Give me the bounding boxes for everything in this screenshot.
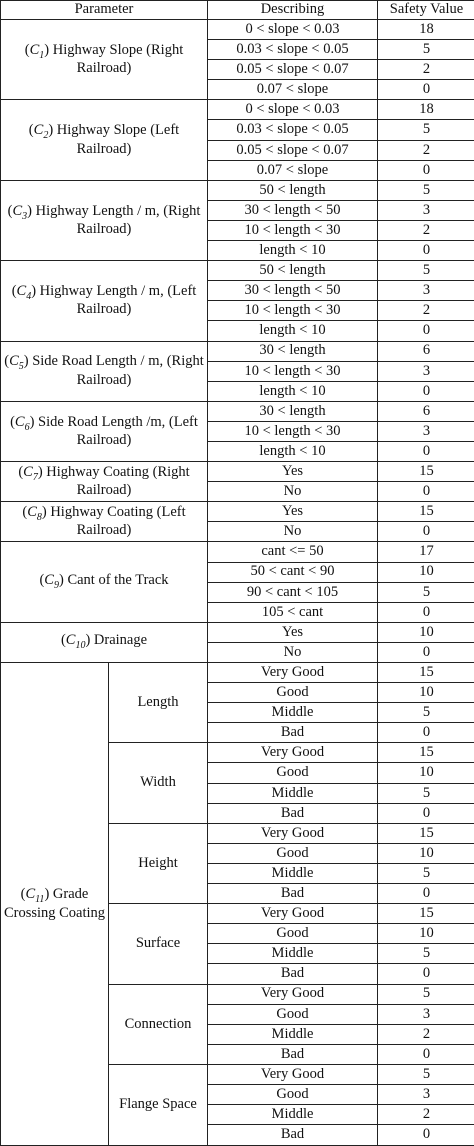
safety-value-cell: 10: [378, 924, 474, 944]
parameter-cell: $(C_4)$ Highway Length / m, (Left Railroad): [1, 261, 208, 341]
parameter-symbol: [66, 632, 86, 648]
parameter-letter: C: [44, 572, 54, 588]
describing-cell: 0.07 < slope: [208, 80, 378, 100]
describing-cell: Good: [208, 763, 378, 783]
parameter-label: Highway Coating (Left Railroad): [47, 504, 186, 538]
describing-cell: 0 < slope < 0.03: [208, 20, 378, 40]
parameter-letter: C: [26, 886, 36, 902]
safety-value-cell: 0: [378, 522, 474, 542]
safety-value-cell: 3: [378, 421, 474, 441]
describing-cell: 0.05 < slope < 0.07: [208, 60, 378, 80]
safety-value-cell: 6: [378, 401, 474, 421]
table-row: [1, 502, 474, 522]
parameter-cell: $(C_{11})$ Grade Crossing Coating: [1, 663, 109, 1146]
parameter-label: Side Road Length /m, (Left Railroad): [34, 414, 198, 448]
describing-cell: Middle: [208, 1024, 378, 1044]
safety-value-cell: 5: [378, 984, 474, 1004]
safety-value-cell: 15: [378, 663, 474, 683]
parameter-symbol: [30, 42, 45, 58]
parameter-letter: C: [66, 632, 76, 648]
safety-value-cell: 2: [378, 60, 474, 80]
describing-cell: 90 < cant < 105: [208, 582, 378, 602]
subparameter-cell: Length: [109, 663, 208, 743]
safety-value-cell: 5: [378, 180, 474, 200]
parameter-index: 7: [33, 472, 38, 483]
safety-value-cell: 0: [378, 1044, 474, 1064]
describing-cell: Good: [208, 924, 378, 944]
parameter-label: Highway Length / m, (Left Railroad): [36, 283, 196, 317]
safety-value-cell: 10: [378, 763, 474, 783]
describing-cell: Good: [208, 683, 378, 703]
describing-cell: Middle: [208, 703, 378, 723]
describing-cell: 105 < cant: [208, 602, 378, 622]
describing-cell: 30 < length: [208, 341, 378, 361]
parameter-letter: C: [9, 353, 19, 369]
safety-value-cell: 15: [378, 743, 474, 763]
describing-cell: Very Good: [208, 984, 378, 1004]
safety-value-cell: 3: [378, 361, 474, 381]
safety-value-cell: 5: [378, 863, 474, 883]
describing-cell: Yes: [208, 462, 378, 482]
describing-cell: length < 10: [208, 241, 378, 261]
safety-value-cell: 0: [378, 482, 474, 502]
safety-value-cell: 0: [378, 964, 474, 984]
describing-cell: length < 10: [208, 441, 378, 461]
parameter-index: 5: [19, 361, 24, 372]
describing-cell: 0.05 < slope < 0.07: [208, 140, 378, 160]
parameter-label: Highway Length / m, (Right Railroad): [32, 203, 200, 237]
table-row: [1, 20, 474, 40]
describing-cell: length < 10: [208, 321, 378, 341]
describing-cell: Very Good: [208, 904, 378, 924]
describing-cell: Bad: [208, 1044, 378, 1064]
parameter-cell: $(C_6)$ Side Road Length /m, (Left Railroad): [1, 401, 208, 461]
safety-value-cell: 0: [378, 723, 474, 743]
safety-value-cell: 0: [378, 80, 474, 100]
describing-cell: No: [208, 642, 378, 662]
parameter-symbol: [44, 572, 59, 588]
parameter-cell: $(C_1)$ Highway Slope (Right Railroad): [1, 20, 208, 100]
describing-cell: 0 < slope < 0.03: [208, 100, 378, 120]
parameter-label: Grade Crossing Coating: [4, 886, 105, 920]
parameter-index: 6: [25, 422, 30, 433]
parameter-letter: C: [34, 122, 44, 138]
safety-value-cell: 2: [378, 1024, 474, 1044]
safety-value-cell: 5: [378, 944, 474, 964]
safety-value-cell: 0: [378, 160, 474, 180]
describing-cell: 0.03 < slope < 0.05: [208, 40, 378, 60]
parameter-letter: C: [23, 464, 33, 480]
safety-value-cell: 2: [378, 1105, 474, 1125]
describing-cell: 30 < length < 50: [208, 200, 378, 220]
describing-cell: 30 < length < 50: [208, 281, 378, 301]
subparameter-cell: Height: [109, 823, 208, 903]
describing-cell: 10 < length < 30: [208, 220, 378, 240]
safety-value-cell: 0: [378, 602, 474, 622]
describing-cell: Very Good: [208, 823, 378, 843]
describing-cell: Middle: [208, 783, 378, 803]
describing-cell: Very Good: [208, 663, 378, 683]
parameter-symbol: [15, 414, 30, 430]
parameter-label: Highway Slope (Right Railroad): [49, 42, 183, 76]
parameter-index: 2: [43, 130, 48, 141]
parameter-cell: $(C_{10})$ Drainage: [1, 622, 208, 662]
safety-value-cell: 3: [378, 1004, 474, 1024]
describing-cell: 10 < length < 30: [208, 361, 378, 381]
header-parameter: Parameter: [1, 1, 208, 20]
safety-value-cell: 2: [378, 301, 474, 321]
parameter-symbol: [17, 283, 32, 299]
safety-value-cell: 0: [378, 321, 474, 341]
parameter-cell: $(C_7)$ Highway Coating (Right Railroad): [1, 462, 208, 502]
parameter-cell: $(C_9)$ Cant of the Track: [1, 542, 208, 622]
describing-cell: Very Good: [208, 743, 378, 763]
safety-value-cell: 15: [378, 502, 474, 522]
safety-value-cell: 5: [378, 703, 474, 723]
safety-value-cell: 0: [378, 441, 474, 461]
describing-cell: 0.03 < slope < 0.05: [208, 120, 378, 140]
safety-value-cell: 10: [378, 683, 474, 703]
safety-value-cell: 15: [378, 904, 474, 924]
parameter-label: Cant of the Track: [64, 572, 169, 588]
header-describing: Describing: [208, 1, 378, 20]
describing-cell: Yes: [208, 502, 378, 522]
parameter-index: 8: [37, 512, 42, 523]
parameter-label: Highway Coating (Right Railroad): [43, 464, 190, 498]
subparameter-cell: Connection: [109, 984, 208, 1064]
safety-value-cell: 3: [378, 1084, 474, 1104]
parameter-index: 11: [35, 894, 44, 905]
describing-cell: Bad: [208, 964, 378, 984]
describing-cell: 50 < length: [208, 261, 378, 281]
parameter-letter: C: [30, 42, 40, 58]
describing-cell: Bad: [208, 884, 378, 904]
parameter-symbol: [12, 203, 27, 219]
safety-value-cell: 17: [378, 542, 474, 562]
describing-cell: Very Good: [208, 1064, 378, 1084]
parameter-label: Highway Slope (Left Railroad): [53, 122, 179, 156]
safety-value-cell: 5: [378, 40, 474, 60]
describing-cell: Bad: [208, 1125, 378, 1146]
safety-value-cell: 0: [378, 1125, 474, 1146]
describing-cell: 10 < length < 30: [208, 301, 378, 321]
safety-value-cell: 6: [378, 341, 474, 361]
parameter-cell: $(C_8)$ Highway Coating (Left Railroad): [1, 502, 208, 542]
safety-value-cell: 15: [378, 462, 474, 482]
table-row: [1, 100, 474, 120]
describing-cell: Middle: [208, 863, 378, 883]
parameter-letter: C: [27, 504, 37, 520]
subparameter-cell: Width: [109, 743, 208, 823]
describing-cell: No: [208, 522, 378, 542]
parameter-symbol: [27, 504, 42, 520]
table-row: [1, 462, 474, 482]
subparameter-cell: Flange Space: [109, 1064, 208, 1145]
describing-cell: Bad: [208, 723, 378, 743]
describing-cell: Yes: [208, 622, 378, 642]
describing-cell: length < 10: [208, 381, 378, 401]
table-row: [1, 180, 474, 200]
parameter-index: 1: [39, 50, 44, 61]
table-row: [1, 663, 474, 683]
subparameter-cell: Surface: [109, 904, 208, 984]
safety-value-cell: 5: [378, 783, 474, 803]
safety-value-cell: 5: [378, 120, 474, 140]
table-row: [1, 542, 474, 562]
describing-cell: 50 < cant < 90: [208, 562, 378, 582]
table-body: [1, 20, 474, 1146]
parameter-cell: $(C_5)$ Side Road Length / m, (Right Railroad): [1, 341, 208, 401]
describing-cell: 30 < length: [208, 401, 378, 421]
parameter-index: 3: [22, 211, 27, 222]
describing-cell: cant <= 50: [208, 542, 378, 562]
safety-value-cell: 0: [378, 381, 474, 401]
safety-value-cell: 3: [378, 281, 474, 301]
parameter-symbol: [26, 886, 45, 902]
table-row: [1, 261, 474, 281]
parameter-symbol: [9, 353, 24, 369]
safety-value-cell: 3: [378, 200, 474, 220]
parameter-letter: C: [12, 203, 22, 219]
describing-cell: Good: [208, 1084, 378, 1104]
safety-value-cell: 18: [378, 20, 474, 40]
parameter-symbol: [23, 464, 38, 480]
safety-value-cell: 0: [378, 884, 474, 904]
safety-value-cell: 10: [378, 622, 474, 642]
describing-cell: No: [208, 482, 378, 502]
parameter-letter: C: [15, 414, 25, 430]
safety-value-cell: 10: [378, 843, 474, 863]
describing-cell: Middle: [208, 1105, 378, 1125]
safety-value-cell: 5: [378, 582, 474, 602]
parameter-cell: $(C_2)$ Highway Slope (Left Railroad): [1, 100, 208, 180]
safety-value-cell: 0: [378, 803, 474, 823]
safety-value-cell: 5: [378, 1064, 474, 1084]
describing-cell: Bad: [208, 803, 378, 823]
safety-value-cell: 2: [378, 220, 474, 240]
safety-value-cell: 0: [378, 642, 474, 662]
parameter-letter: C: [17, 283, 27, 299]
describing-cell: 50 < length: [208, 180, 378, 200]
parameter-index: 10: [75, 640, 85, 651]
parameter-index: 9: [54, 580, 59, 591]
table-row: [1, 401, 474, 421]
parameter-label: Side Road Length / m, (Right Railroad): [29, 353, 204, 387]
describing-cell: 0.07 < slope: [208, 160, 378, 180]
safety-value-cell: 10: [378, 562, 474, 582]
safety-value-cell: 0: [378, 241, 474, 261]
table-row: [1, 341, 474, 361]
header-row: [1, 1, 474, 20]
safety-value-cell: 18: [378, 100, 474, 120]
parameter-cell: $(C_3)$ Highway Length / m, (Right Railroad): [1, 180, 208, 260]
parameter-label: Drainage: [90, 632, 147, 648]
parameter-index: 4: [26, 291, 31, 302]
safety-value-cell: 15: [378, 823, 474, 843]
describing-cell: 10 < length < 30: [208, 421, 378, 441]
safety-value-cell: 5: [378, 261, 474, 281]
describing-cell: Good: [208, 1004, 378, 1024]
describing-cell: Middle: [208, 944, 378, 964]
parameter-symbol: [34, 122, 49, 138]
describing-cell: Good: [208, 843, 378, 863]
table-row: [1, 622, 474, 642]
header-safety-value: Safety Value: [378, 1, 474, 20]
safety-value-cell: 2: [378, 140, 474, 160]
